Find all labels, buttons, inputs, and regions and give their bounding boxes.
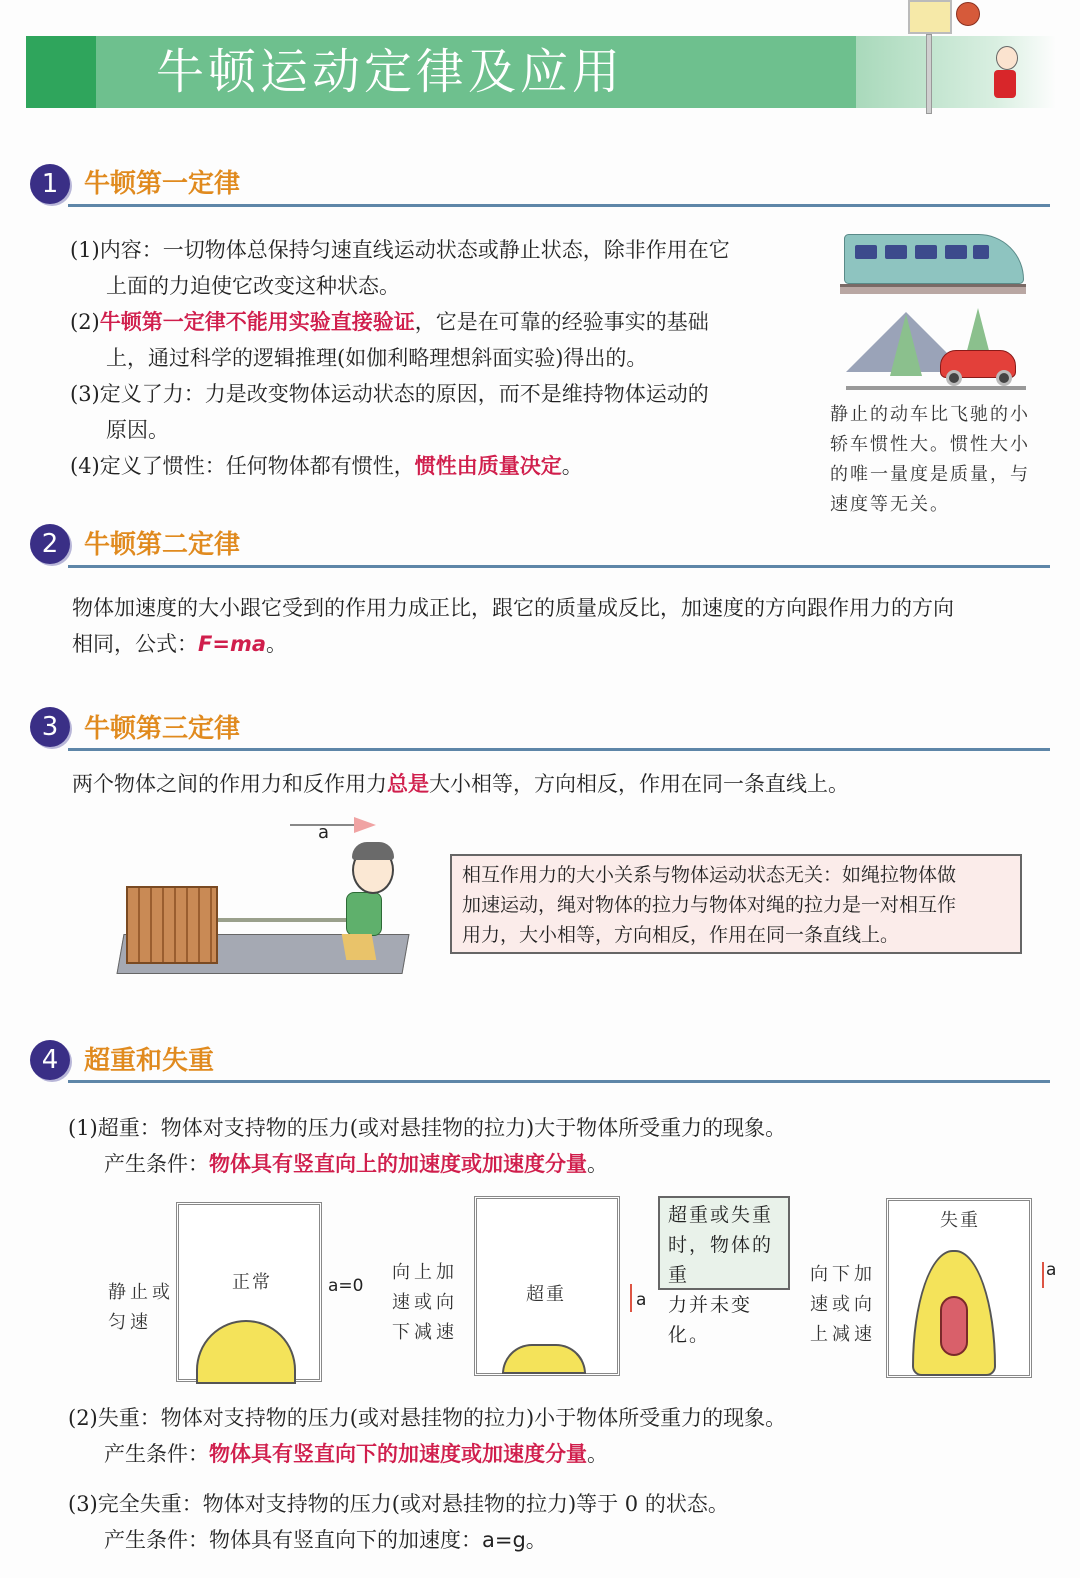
section-number-1: 1 xyxy=(30,164,70,204)
section-title-3: 牛顿第三定律 xyxy=(84,714,241,744)
elevator-overweight-label: 超重 xyxy=(526,1284,566,1305)
inertia-caption: 静止的动车比飞驰的小 轿车惯性大。惯性大小 的唯一量度是质量，与 速度等无关。 xyxy=(830,404,1030,515)
section-number-2: 2 xyxy=(30,524,70,564)
person-hair-icon xyxy=(352,842,394,860)
section-number-3: 3 xyxy=(30,707,70,747)
accel-up-label: a xyxy=(636,1290,647,1310)
arrow-head-icon xyxy=(354,817,376,833)
rail-illustration xyxy=(840,284,1026,294)
section-title-4: 超重和失重 xyxy=(84,1046,215,1076)
weight-unchanged-note: 超重或失重 时，物体的重 力并未变化。 xyxy=(658,1196,790,1290)
person-legs-icon xyxy=(342,934,377,960)
title-banner xyxy=(26,36,1056,108)
banner-fade xyxy=(856,36,1056,108)
elevator-underweight-label: 失重 xyxy=(940,1210,980,1231)
underweight-definition: (2)失重：物体对支持物的压力(或对悬挂物的拉力)小于物体所受重力的现象。 产生条件：物体具有竖直向下的加速度或加速度分量。 xyxy=(68,1406,787,1466)
overweight-definition: (1)超重：物体对支持物的压力(或对悬挂物的拉力)大于物体所受重力的现象。 产生条件：物体具有竖直向上的加速度或加速度分量。 xyxy=(68,1116,787,1176)
law1-item-2: (2)牛顿第一定律不能用实验直接验证，它是在可靠的经验事实的基础 xyxy=(70,310,709,334)
banner-accent xyxy=(26,36,96,108)
rope-illustration xyxy=(218,918,348,922)
accel-down-label: a xyxy=(1046,1260,1057,1280)
up-arrow-icon xyxy=(630,1284,632,1312)
player-head-icon xyxy=(996,46,1018,70)
wheel-icon xyxy=(946,370,962,386)
normal-condition-label: 静止或 匀速 xyxy=(108,1282,174,1333)
underweight-condition-label: 向下加 速或向 上减速 xyxy=(810,1264,876,1345)
section-title-2: 牛顿第二定律 xyxy=(84,530,241,560)
law1-item-1-cont: 上面的力迫使它改变这种状态。 xyxy=(106,274,400,298)
open-mouth-icon xyxy=(940,1296,968,1356)
crate-illustration xyxy=(126,886,218,964)
law1-item-3-cont: 原因。 xyxy=(106,418,169,442)
section-rule xyxy=(68,748,1050,751)
page-title: 牛顿运动定律及应用 xyxy=(156,44,625,100)
basketball-hoop-icon xyxy=(908,0,952,34)
section-3-body: 两个物体之间的作用力和反作用力总是大小相等，方向相反，作用在同一条直线上。 xyxy=(72,772,849,796)
interaction-note-box: 相互作用力的大小关系与物体运动状态无关：如绳拉物体做 加速运动，绳对物体的拉力与物体对绳的拉力是一对相互作 用力，大小相等，方向相反，作用在同一条直线上。 xyxy=(450,854,1022,954)
overweight-condition-label: 向上加 速或向 下减速 xyxy=(392,1262,458,1343)
basketball-icon xyxy=(956,2,980,26)
hoop-pole-icon xyxy=(926,34,932,114)
elevator-normal-label: 正常 xyxy=(232,1272,272,1293)
down-arrow-icon xyxy=(1042,1262,1044,1288)
section-title-1: 牛顿第一定律 xyxy=(84,169,241,199)
person-body-icon xyxy=(346,892,382,936)
law1-item-1: (1)内容：一切物体总保持匀速直线运动状态或静止状态，除非作用在它 xyxy=(70,238,730,262)
section-2-body xyxy=(72,590,1062,662)
ground-line xyxy=(846,386,1026,390)
section-rule xyxy=(68,204,1050,207)
wheel-icon xyxy=(996,370,1012,386)
player-body-icon xyxy=(994,70,1016,98)
tree-icon xyxy=(890,314,922,376)
law1-item-2-cont: 上，通过科学的逻辑推理(如伽利略理想斜面实验)得出的。 xyxy=(106,346,648,370)
law2-line-2: 相同，公式：F=ma。 xyxy=(72,632,287,656)
section-1-body xyxy=(70,232,820,484)
section-rule xyxy=(68,565,1050,568)
train-illustration xyxy=(844,234,1024,284)
acceleration-label: a xyxy=(318,822,330,843)
law2-line-1: 物体加速度的大小跟它受到的作用力成正比，跟它的质量成反比，加速度的方向跟作用力的方向 xyxy=(72,596,954,620)
section-rule xyxy=(68,1080,1050,1083)
section-number-4: 4 xyxy=(30,1040,70,1080)
law1-item-3: (3)定义了力：力是改变物体运动状态的原因，而不是维持物体运动的 xyxy=(70,382,709,406)
formula: F=ma xyxy=(198,632,266,656)
law1-item-4: (4)定义了惯性：任何物体都有惯性，惯性由质量决定。 xyxy=(70,454,583,478)
accel-zero-label: a=0 xyxy=(328,1276,364,1296)
weightless-definition: (3)完全失重：物体对支持物的压力(或对悬挂物的拉力)等于 0 的状态。 产生条件：物体具有竖直向下的加速度：a=g。 xyxy=(68,1492,729,1552)
